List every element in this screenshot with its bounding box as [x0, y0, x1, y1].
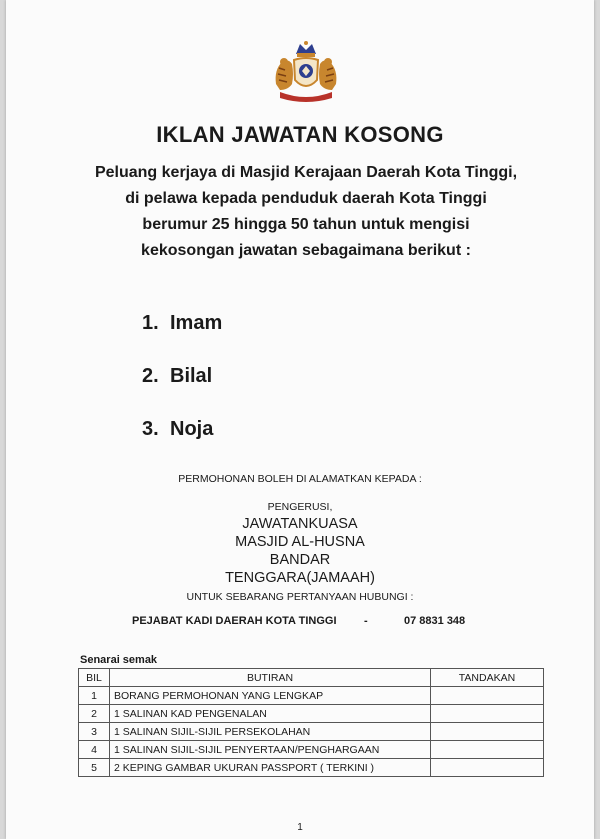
- position-label: Bilal: [170, 365, 213, 387]
- state-crest-icon: [270, 40, 342, 106]
- apply-to-heading: PERMOHONAN BOLEH DI ALAMATKAN KEPADA :: [178, 473, 422, 485]
- position-label: Noja: [170, 418, 214, 440]
- table-row: [79, 759, 544, 777]
- address-line: BANDAR: [269, 552, 331, 568]
- table-row: [79, 705, 544, 723]
- row-mark-cell: [431, 705, 544, 723]
- address-line: JAWATANKUASA: [242, 516, 358, 532]
- row-bil: 5: [79, 759, 110, 777]
- row-mark-cell: [431, 741, 544, 759]
- header-mark: TANDAKAN: [431, 669, 544, 687]
- row-bil: 1: [79, 687, 110, 705]
- address-line: MASJID AL-HUSNA: [235, 534, 365, 550]
- header-bil: BIL: [79, 669, 110, 687]
- row-mark-cell: [431, 723, 544, 741]
- row-mark-cell: [431, 759, 544, 777]
- position-item: [142, 418, 213, 441]
- position-label: Imam: [170, 312, 223, 334]
- row-bil: 3: [79, 723, 110, 741]
- contact-phone: 07 8831 348: [404, 615, 466, 627]
- checklist-header-row: [79, 669, 544, 687]
- intro-line: Peluang kerjaya di Masjid Kerajaan Daerah Kota Tinggi,: [94, 164, 518, 181]
- recipient-title: PENGERUSI,: [267, 501, 333, 513]
- row-item: 1 SALINAN SIJIL-SIJIL PERSEKOLAHAN: [110, 723, 431, 741]
- row-item: 2 KEPING GAMBAR UKURAN PASSPORT ( TERKINI ): [110, 759, 431, 777]
- checklist-label: Senarai semak: [80, 654, 158, 666]
- position-number: 2.: [142, 365, 159, 387]
- announcement-title: IKLAN JAWATAN KOSONG: [156, 122, 444, 147]
- row-item: 1 SALINAN SIJIL-SIJIL PENYERTAAN/PENGHARGAAN: [110, 741, 431, 759]
- enquiry-heading: UNTUK SEBARANG PERTANYAAN HUBUNGI :: [186, 591, 414, 603]
- row-bil: 4: [79, 741, 110, 759]
- position-number: 1.: [142, 312, 159, 334]
- position-item: [142, 365, 212, 388]
- page-number: 1: [297, 822, 303, 833]
- checklist-table: [78, 668, 544, 777]
- table-row: [79, 687, 544, 705]
- intro-line: berumur 25 hingga 50 tahun untuk mengisi: [142, 216, 470, 233]
- row-mark-cell: [431, 687, 544, 705]
- contact-office: PEJABAT KADI DAERAH KOTA TINGGI: [132, 615, 337, 627]
- header-item: BUTIRAN: [110, 669, 431, 687]
- document-page: [6, 0, 594, 839]
- row-item: BORANG PERMOHONAN YANG LENGKAP: [110, 687, 431, 705]
- address-line: TENGGARA(JAMAAH): [225, 570, 375, 586]
- intro-paragraph: [46, 160, 566, 264]
- intro-line: kekosongan jawatan sebagaimana berikut :: [141, 242, 471, 259]
- table-row: [79, 723, 544, 741]
- position-item: [142, 312, 222, 335]
- row-item: 1 SALINAN KAD PENGENALAN: [110, 705, 431, 723]
- intro-line: di pelawa kepada penduduk daerah Kota Tinggi: [125, 190, 487, 207]
- position-number: 3.: [142, 418, 159, 440]
- row-bil: 2: [79, 705, 110, 723]
- contact-separator: -: [364, 615, 368, 627]
- table-row: [79, 741, 544, 759]
